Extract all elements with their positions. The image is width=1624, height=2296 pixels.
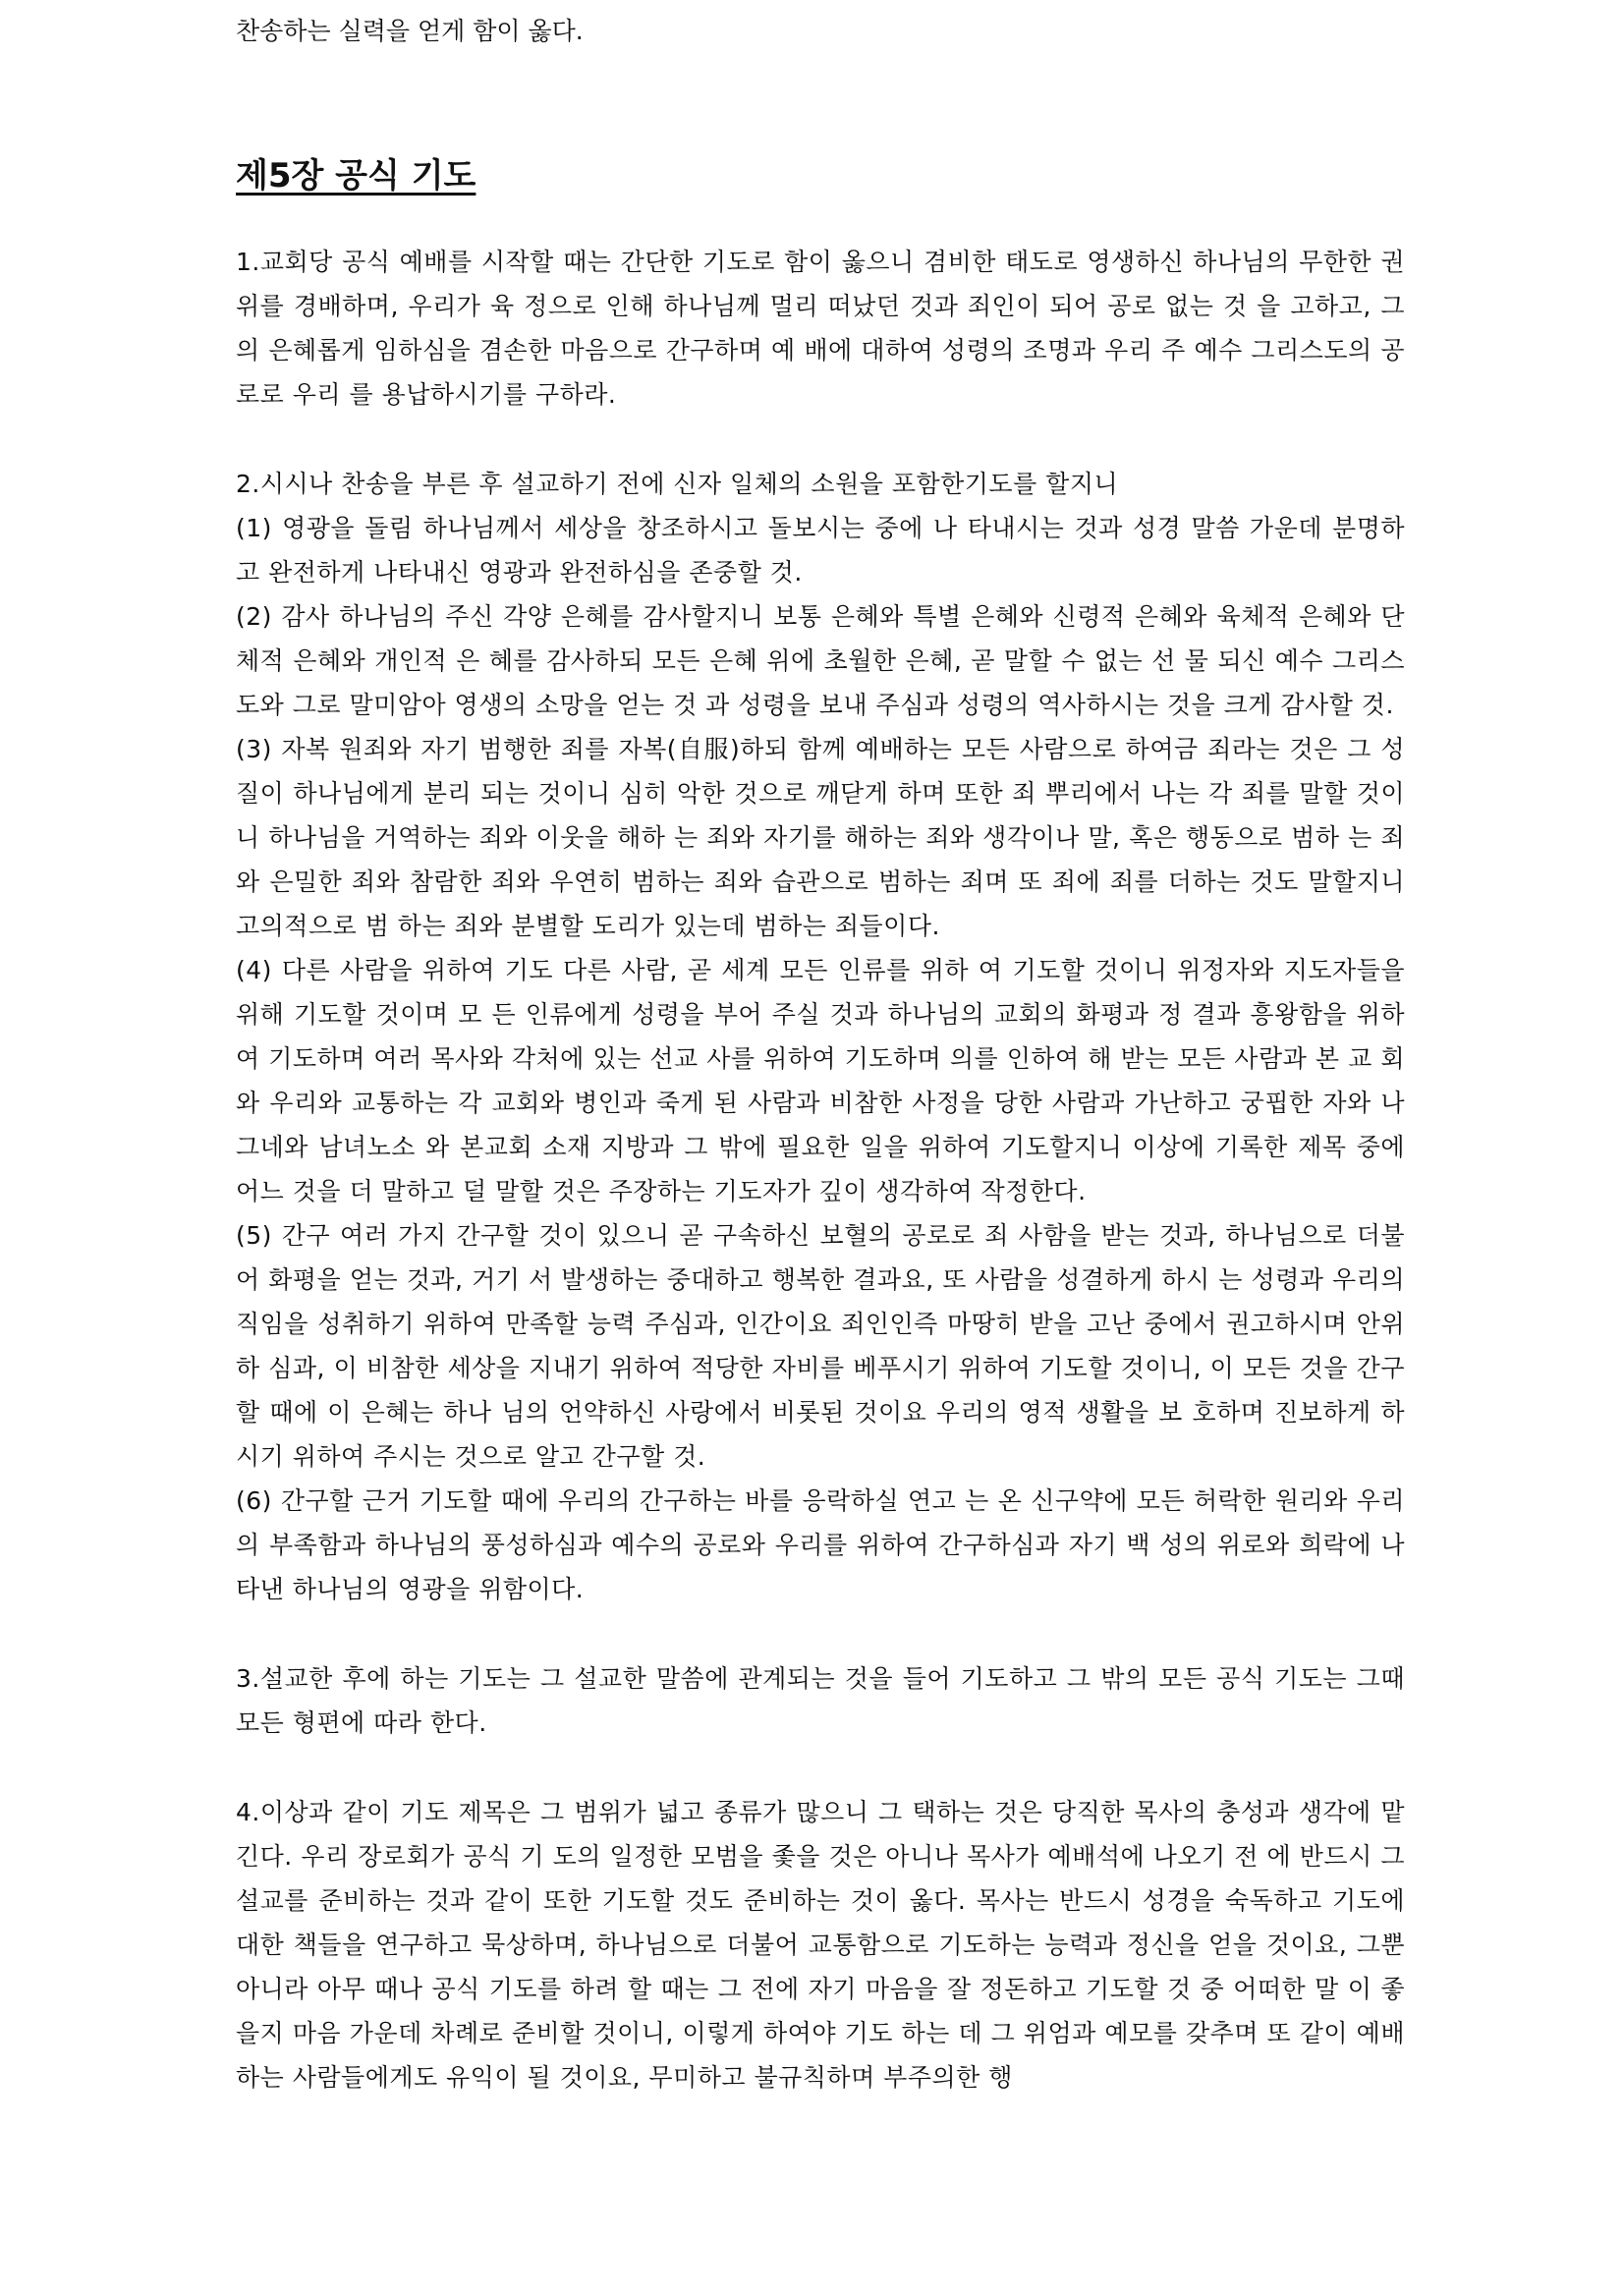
paragraph: 1.교회당 공식 예배를 시작할 때는 간단한 기도로 함이 옳으니 겸비한 태도로 영생하신 하나님의 무한한 권위를 경배하며, 우리가 육 정으로 인해 하나님께 멀리 떠났던 것과 죄인이 되어 공로 없는 것 을 고하고, 그의 은혜롭게 임하심을 겸손한 마음으로 간구하며 예 배에 대하여 성령의 조명과 우리 주 예수 그리스도의 공로로 우리 를 용납하시기를 구하라.: [236, 248, 1405, 409]
list-item: (3) 자복 원죄와 자기 범행한 죄를 자복(自服)하되 함께 예배하는 모든 사람으로 하여금 죄라는 것은 그 성질이 하나님에게 분리 되는 것이니 심히 악한 것으로 깨닫게 하며 또한 죄 뿌리에서 나는 각 죄를 말할 것이니 하나님을 거역하는 죄와 이웃을 해하 는 죄와 자기를 해하는 죄와 생각이나 말, 혹은 행동으로 범하 는 죄와 은밀한 죄와 참람한 죄와 우연히 범하는 죄와 습관으로 범하는 죄며 또 죄에 죄를 더하는 것도 말할지니 고의적으로 범 하는 죄와 분별할 도리가 있는데 범하는 죄들이다.: [236, 735, 1405, 940]
list-item: (1) 영광을 돌림 하나님께서 세상을 창조하시고 돌보시는 중에 나 타내시는 것과 성경 말씀 가운데 분명하고 완전하게 나타내신 영광과 완전하심을 존중할 것.: [236, 514, 1405, 587]
paragraph: 4.이상과 같이 기도 제목은 그 범위가 넓고 종류가 많으니 그 택하는 것은 당직한 목사의 충성과 생각에 맡긴다. 우리 장로회가 공식 기 도의 일정한 모범을 좇을 것은 아니나 목사가 예배석에 나오기 전 에 반드시 그 설교를 준비하는 것과 같이 또한 기도할 것도 준비하는 것이 옳다. 목사는 반드시 성경을 숙독하고 기도에 대한 책들을 연구하고 묵상하며, 하나님으로 더불어 교통함으로 기도하는 능력과 정신을 얻을 것이요, 그뿐 아니라 아무 때나 공식 기도를 하려 할 때는 그 전에 자기 마음을 잘 정돈하고 기도할 것 중 어떠한 말 이 좋을지 마음 가운데 차례로 준비할 것이니, 이렇게 하여야 기도 하는 데 그 위엄과 예모를 갖추며 또 같이 예배하는 사람들에게도 유익이 될 것이요, 무미하고 불규칙하며 부주의한 행: [236, 1798, 1405, 2092]
section-2: [236, 462, 1405, 1611]
section-1: [236, 240, 1405, 417]
section-4: [236, 1790, 1405, 2100]
paragraph: 2.시시나 찬송을 부른 후 설교하기 전에 신자 일체의 소원을 포함한기도를 할지니: [236, 470, 1119, 498]
intro-text: 찬송하는 실력을 얻게 함이 옳다.: [236, 17, 584, 45]
chapter-title: 제5장 공식 기도: [236, 156, 476, 196]
list-item: (2) 감사 하나님의 주신 각양 은혜를 감사할지니 보통 은혜와 특별 은혜와 신령적 은혜와 육체적 은혜와 단체적 은혜와 개인적 은 혜를 감사하되 모든 은혜 위에 초월한 은혜, 곧 말할 수 없는 선 물 되신 예수 그리스도와 그로 말미암아 영생의 소망을 얻는 것 과 성령을 보내 주심과 성령의 역사하시는 것을 크게 감사할 것.: [236, 602, 1405, 719]
list-item: (5) 간구 여러 가지 간구할 것이 있으니 곧 구속하신 보혈의 공로로 죄 사함을 받는 것과, 하나님으로 더불어 화평을 얻는 것과, 거기 서 발생하는 중대하고 행복한 결과요, 또 사람을 성결하게 하시 는 성령과 우리의 직임을 성취하기 위하여 만족할 능력 주심과, 인간이요 죄인인즉 마땅히 받을 고난 중에서 권고하시며 안위하 심과, 이 비참한 세상을 지내기 위하여 적당한 자비를 베푸시기 위하여 기도할 것이니, 이 모든 것을 간구할 때에 이 은혜는 하나 님의 언약하신 사랑에서 비롯된 것이요 우리의 영적 생활을 보 호하며 진보하게 하시기 위하여 주시는 것으로 알고 간구할 것.: [236, 1221, 1405, 1471]
paragraph: 3.설교한 후에 하는 기도는 그 설교한 말씀에 관계되는 것을 들어 기도하고 그 밖의 모든 공식 기도는 그때 모든 형편에 따라 한다.: [236, 1664, 1405, 1737]
section-3: [236, 1656, 1405, 1745]
list-item: (6) 간구할 근거 기도할 때에 우리의 간구하는 바를 응락하실 연고 는 온 신구약에 모든 허락한 원리와 우리의 부족함과 하나님의 풍성하심과 예수의 공로와 우리를 위하여 간구하심과 자기 백 성의 위로와 희락에 나타낸 하나님의 영광을 위함이다.: [236, 1486, 1405, 1603]
document-page: [236, 0, 1405, 2100]
list-item: (4) 다른 사람을 위하여 기도 다른 사람, 곧 세계 모든 인류를 위하 여 기도할 것이니 위정자와 지도자들을 위해 기도할 것이며 모 든 인류에게 성령을 부어 주실 것과 하나님의 교회의 화평과 정 결과 흥왕함을 위하여 기도하며 여러 목사와 각처에 있는 선교 사를 위하여 기도하며 의를 인하여 해 받는 모든 사람과 본 교 회와 우리와 교통하는 각 교회와 병인과 죽게 된 사람과 비참한 사정을 당한 사람과 가난하고 궁핍한 자와 나그네와 남녀노소 와 본교회 소재 지방과 그 밖에 필요한 일을 위하여 기도할지니 이상에 기록한 제목 중에 어느 것을 더 말하고 덜 말할 것은 주장하는 기도자가 깊이 생각하여 작정한다.: [236, 956, 1405, 1205]
